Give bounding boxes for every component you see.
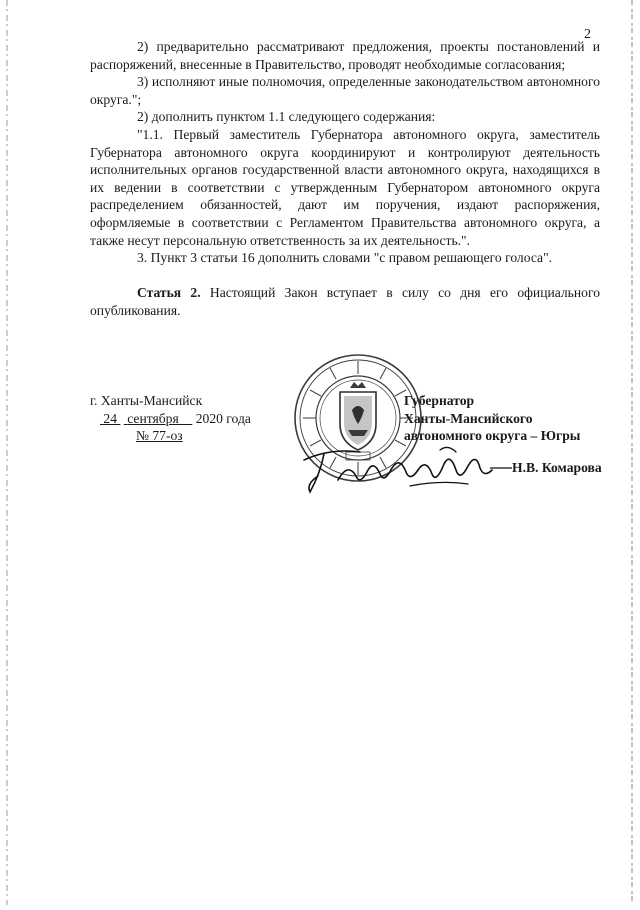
paragraph-2: 3) исполняют иные полномочия, определенные законодательством автономного округа.";	[90, 74, 600, 107]
document-body	[90, 38, 600, 320]
signing-date	[90, 410, 290, 428]
governor-title-line-3: автономного округа – Югры	[404, 428, 581, 444]
signing-place: г. Ханты-Мансийск	[90, 393, 203, 408]
governor-name: Н.В. Комарова	[512, 460, 602, 475]
article-text: Настоящий Закон вступает в силу со дня его официального опубликования.	[90, 285, 600, 318]
law-number: № 77-оз	[136, 428, 183, 444]
paragraph-4: "1.1. Первый заместитель Губернатора автономного округа, заместитель Губернатора автономного округа координируют и контролируют деятельность исполнительных органов государственной власти автономного округа, находящихся в их ведении в соответствии с утвержденным Губернатором автономного округа распределением обязанностей, дают им поручения, издают распоряжения, оформляемые в соответствии с Регламентом Правительства автономного округа, а также несут персональную ответственность за их деятельность.".	[90, 126, 600, 248]
governor-title-line-2: Ханты-Мансийского	[404, 410, 533, 426]
governor-title	[404, 392, 580, 445]
paragraph-5: 3. Пункт 3 статьи 16 дополнить словами "с правом решающего голоса".	[137, 250, 553, 266]
paragraph-1: 2) предварительно рассматривают предложения, проекты постановлений и распоряжений, внесенные в Правительство, проводят необходимые согласования;	[90, 39, 600, 72]
article-2	[90, 284, 600, 319]
scan-edge-right	[631, 0, 633, 905]
page-number: 2	[584, 27, 591, 42]
handwritten-signature-icon	[290, 440, 520, 500]
governor-title-line-1: Губернатор	[404, 393, 475, 408]
signing-details	[90, 392, 290, 445]
date-day: 24	[103, 410, 117, 426]
date-year: 2020 года	[195, 410, 251, 426]
date-month: сентября	[127, 410, 179, 426]
paragraph-3: 2) дополнить пунктом 1.1 следующего содержания:	[137, 109, 436, 125]
article-label: Статья 2.	[137, 285, 201, 301]
scan-edge-left	[6, 0, 8, 905]
